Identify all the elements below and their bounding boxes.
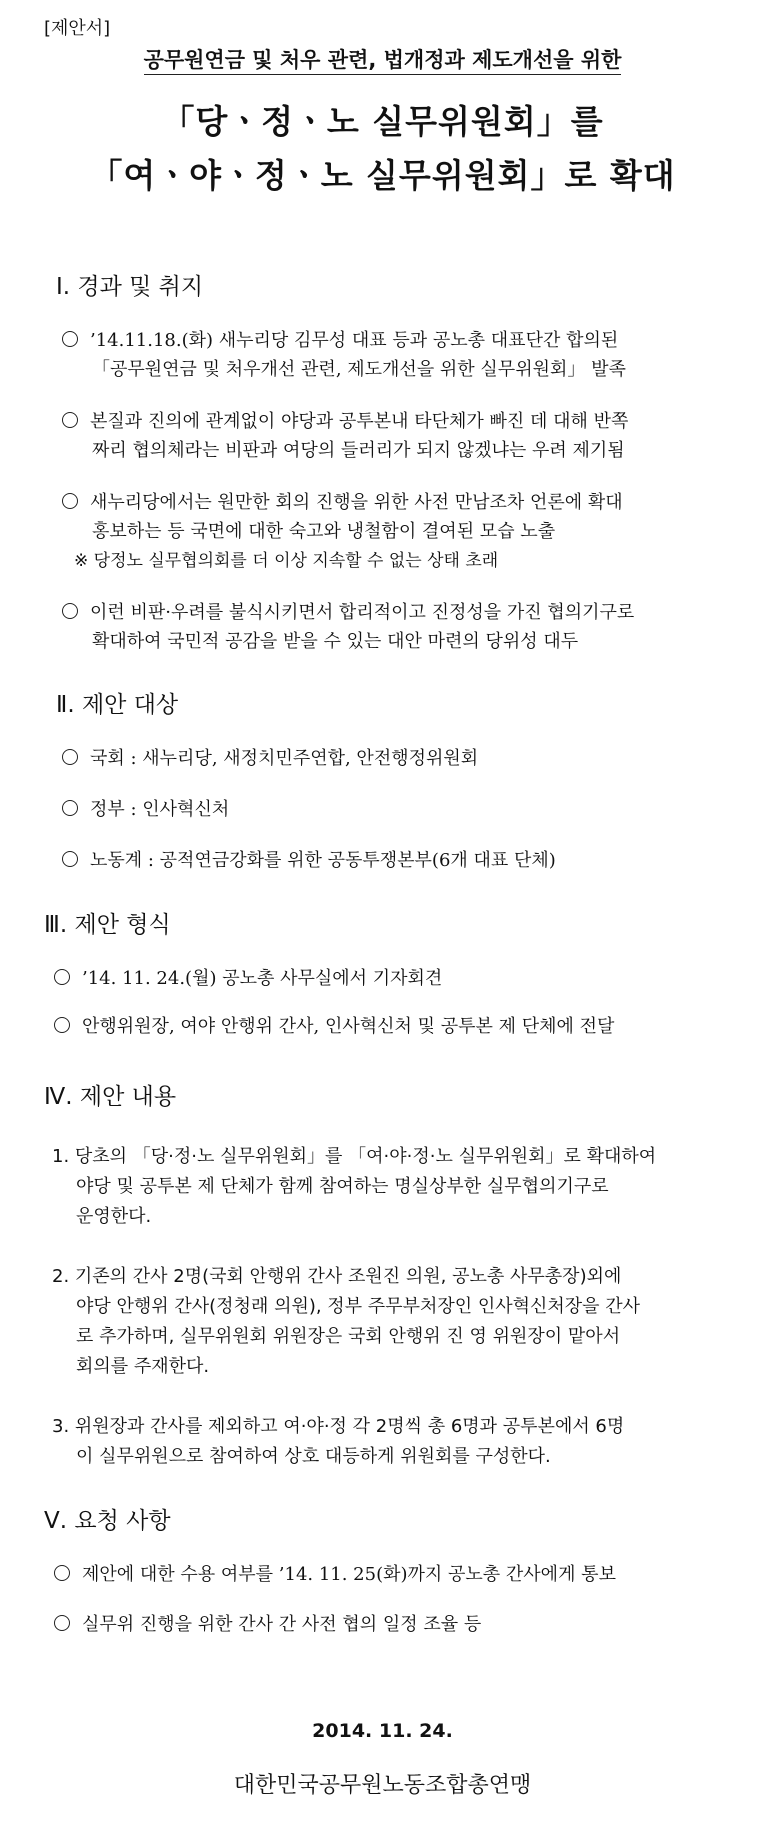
doc-subtitle-text: 공무원연금 및 처우 관련, 법개정과 제도개선을 위한 — [144, 48, 622, 75]
section-5-item-1: 제안에 대한 수용 여부를 ’14. 11. 25(화)까지 공노총 간사에게 통보 — [54, 1560, 616, 1586]
section-4-item-3-line-1: 3. 위원장과 간사를 제외하고 여·야·정 각 2명씩 총 6명과 공투본에서 6명 — [52, 1416, 625, 1437]
doc-title-line-2: 「여ㆍ야ㆍ정ㆍ노 실무위원회」로 확대 — [89, 156, 676, 195]
section-3-item-2: 안행위원장, 여야 안행위 간사, 인사혁신처 및 공투본 제 단체에 전달 — [54, 1012, 614, 1038]
section-4-item-1-line-2: 야당 및 공투본 제 단체가 함께 참여하는 명실상부한 실무협의기구로 — [76, 1176, 609, 1197]
section-2-item-1: 국회 : 새누리당, 새정치민주연합, 안전행정위원회 — [62, 744, 478, 770]
bullet-circle-icon — [62, 603, 78, 619]
bullet-circle-icon — [62, 412, 78, 428]
doc-title-line-1: 「당ㆍ정ㆍ노 실무위원회」를 — [161, 102, 604, 141]
section-1-item-2-line-2: 짜리 협의체라는 비판과 여당의 들러리가 되지 않겠냐는 우려 제기됨 — [92, 440, 625, 461]
section-4-item-2-line-1: 2. 기존의 간사 2명(국회 안행위 간사 조원진 의원, 공노총 사무총장)외에 — [52, 1266, 622, 1287]
section-1-heading: Ⅰ. 경과 및 취지 — [56, 274, 204, 300]
section-4-item-2-line-4: 회의를 주재한다. — [76, 1356, 210, 1377]
section-2-heading: Ⅱ. 제안 대상 — [56, 692, 179, 718]
bullet-circle-icon — [62, 331, 78, 347]
doc-date: 2014. 11. 24. — [312, 1720, 453, 1742]
section-4-item-1-line-1: 1. 당초의 「당·정·노 실무위원회」를 「여·야·정·노 실무위원회」로 확대하여 — [52, 1146, 657, 1167]
section-4-item-1-line-3: 운영한다. — [76, 1206, 152, 1227]
section-4-heading: Ⅳ. 제안 내용 — [44, 1084, 177, 1110]
section-1-note: ※ 당정노 실무협의회를 더 이상 지속할 수 없는 상태 초래 — [74, 551, 499, 571]
section-4-item-2-line-2: 야당 안행위 간사(정청래 의원), 정부 주무부처장인 인사혁신처장을 간사 — [76, 1296, 641, 1317]
section-2-item-2: 정부 : 인사혁신처 — [62, 795, 229, 821]
bullet-circle-icon — [62, 800, 78, 816]
section-1-item-3-line-1: 새누리당에서는 원만한 회의 진행을 위한 사전 만남조차 언론에 확대 — [62, 488, 623, 514]
section-5-item-2: 실무위 진행을 위한 간사 간 사전 협의 일정 조율 등 — [54, 1610, 481, 1636]
section-1-item-3-line-2: 홍보하는 등 국면에 대한 숙고와 냉철함이 결여된 모습 노출 — [92, 521, 556, 542]
bullet-circle-icon — [54, 1615, 70, 1631]
section-1-item-1-line-2: 「공무원연금 및 처우개선 관련, 제도개선을 위한 실무위원회」 발족 — [92, 359, 626, 380]
section-1-item-4-line-2: 확대하여 국민적 공감을 받을 수 있는 대안 마련의 당위성 대두 — [92, 631, 579, 652]
bullet-circle-icon — [62, 851, 78, 867]
section-3-item-1: ’14. 11. 24.(월) 공노총 사무실에서 기자회견 — [54, 964, 442, 990]
bullet-circle-icon — [62, 493, 78, 509]
section-4-item-3-line-2: 이 실무위원으로 참여하여 상호 대등하게 위원회를 구성한다. — [76, 1446, 551, 1467]
bullet-circle-icon — [54, 1017, 70, 1033]
bullet-circle-icon — [54, 969, 70, 985]
section-2-item-3: 노동계 : 공적연금강화를 위한 공동투쟁본부(6개 대표 단체) — [62, 846, 556, 872]
issuing-organization: 대한민국공무원노동조합총연맹 — [233, 1773, 532, 1798]
doc-type-label: [제안서] — [44, 18, 111, 39]
section-5-heading: Ⅴ. 요청 사항 — [44, 1508, 171, 1534]
section-1-item-2-line-1: 본질과 진의에 관계없이 야당과 공투본내 타단체가 빠진 데 대해 반쪽 — [62, 407, 628, 433]
section-4-item-2-line-3: 로 추가하며, 실무위원회 위원장은 국회 안행위 진 영 위원장이 맡아서 — [76, 1326, 621, 1347]
bullet-circle-icon — [54, 1565, 70, 1581]
section-1-item-4-line-1: 이런 비판·우려를 불식시키면서 합리적이고 진정성을 가진 협의기구로 — [62, 598, 634, 624]
section-1-item-1-line-1: ’14.11.18.(화) 새누리당 김무성 대표 등과 공노총 대표단간 합의된 — [62, 326, 618, 352]
bullet-circle-icon — [62, 749, 78, 765]
section-3-heading: Ⅲ. 제안 형식 — [44, 912, 171, 938]
doc-subtitle — [0, 44, 765, 74]
